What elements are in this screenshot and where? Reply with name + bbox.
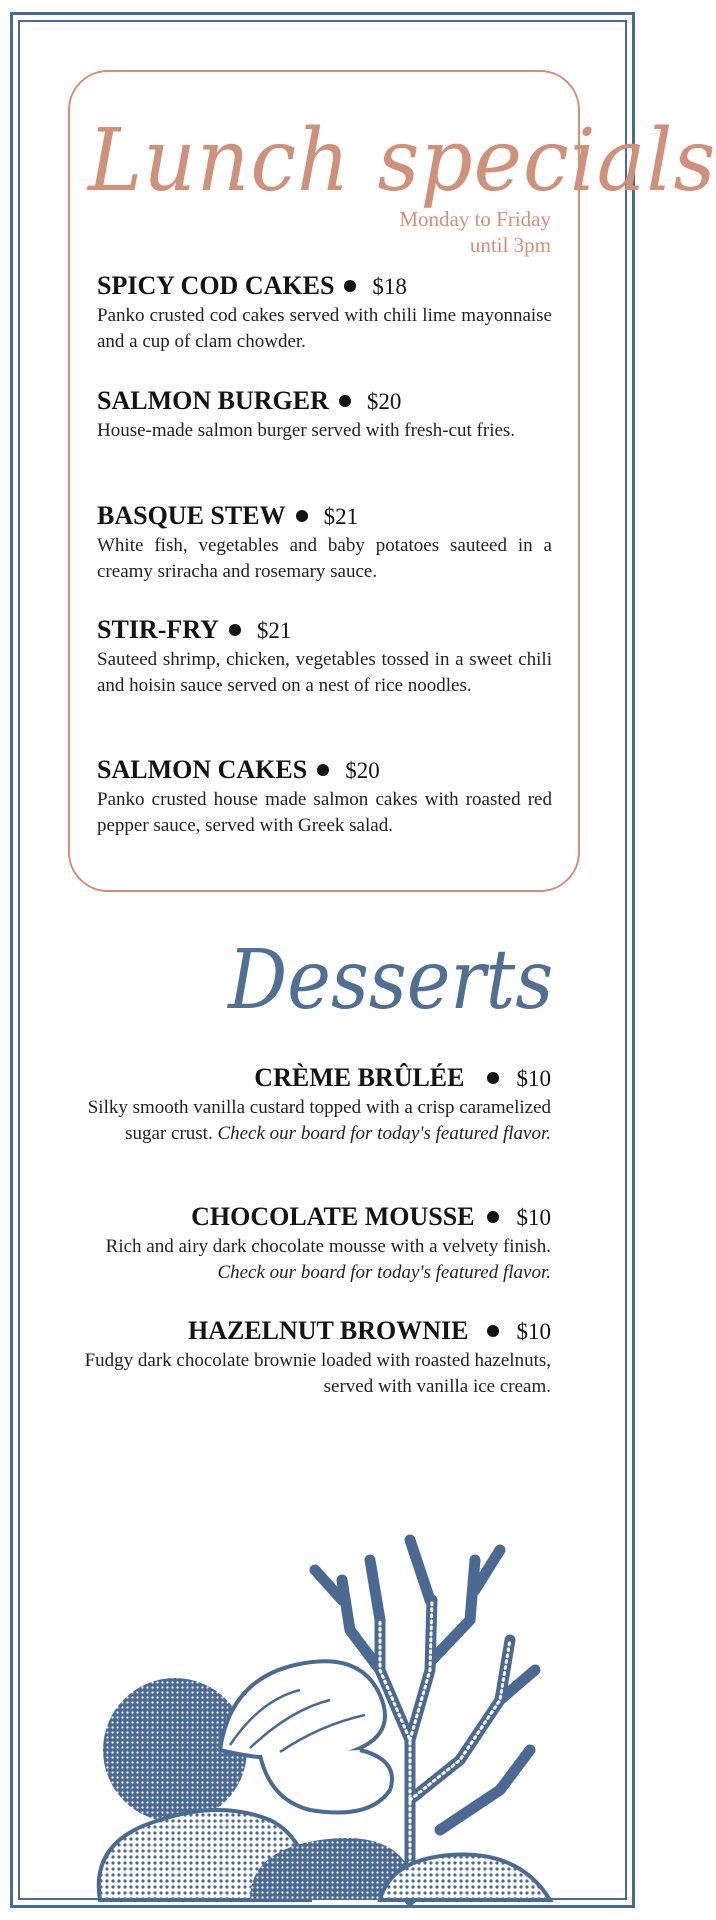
- dessert-item-price: $10: [516, 1205, 551, 1230]
- bullet-icon: [317, 764, 329, 776]
- dessert-item-heading: [81, 1201, 551, 1234]
- dessert-item-heading: [81, 1315, 551, 1348]
- dessert-item-name: CHOCOLATE MOUSSE: [191, 1202, 475, 1231]
- menu-item-name: STIR-FRY: [97, 615, 219, 644]
- lunch-subtitle-days: Monday to Friday: [399, 207, 551, 231]
- dessert-item-price: $10: [516, 1066, 551, 1091]
- menu-item: [97, 754, 552, 839]
- dessert-item: [81, 1201, 551, 1286]
- menu-item-heading: [97, 614, 552, 647]
- menu-item: [97, 270, 552, 355]
- desserts-title: Desserts: [227, 933, 553, 1028]
- menu-item-name: BASQUE STEW: [97, 501, 286, 530]
- lunch-subtitle-time: until 3pm: [469, 233, 551, 257]
- bullet-icon: [487, 1325, 499, 1337]
- menu-item-description: Sauteed shrimp, chicken, vegetables tossed in a sweet chili and hoisin sauce served on a nest of rice noodles.: [97, 649, 552, 696]
- menu-item-price: $20: [366, 389, 402, 414]
- dessert-item-description: [81, 1348, 551, 1400]
- menu-item-price: $21: [256, 618, 292, 643]
- menu-item-name: SPICY COD CAKES: [97, 271, 335, 300]
- dessert-item-note: Check our board for today's featured flavor.: [217, 1262, 551, 1283]
- bullet-icon: [487, 1211, 499, 1223]
- menu-item: [97, 614, 552, 699]
- dessert-item: [81, 1315, 551, 1400]
- menu-item-description: White fish, vegetables and baby potatoes sauteed in a creamy sriracha and rosemary sauce.: [97, 535, 552, 582]
- menu-item-description: Panko crusted cod cakes served with chili lime mayonnaise and a cup of clam chowder.: [97, 305, 552, 352]
- dessert-item-name: CRÈME BRÛLÉE: [254, 1063, 465, 1092]
- dessert-item: [81, 1062, 551, 1147]
- bullet-icon: [344, 280, 356, 292]
- menu-item-price: $21: [323, 504, 359, 529]
- dessert-item-text: Silky smooth vanilla custard topped with a crisp caramelized sugar crust.: [87, 1097, 551, 1144]
- menu-item-description: House-made salmon burger served with fresh-cut fries.: [97, 420, 516, 441]
- coral-reef-illustration: [80, 1500, 560, 1900]
- dessert-item-description: [81, 1095, 551, 1147]
- menu-item-name: SALMON CAKES: [97, 755, 308, 784]
- menu-item-description: Panko crusted house made salmon cakes with roasted red pepper sauce, served with Greek salad.: [97, 789, 552, 836]
- lunch-title: Lunch specials: [88, 111, 716, 211]
- menu-item: [97, 500, 552, 585]
- bullet-icon: [229, 624, 241, 636]
- bullet-icon: [487, 1072, 499, 1084]
- dessert-item-text: Fudgy dark chocolate brownie loaded with roasted hazelnuts, served with vanilla ice cream.: [84, 1350, 551, 1397]
- dessert-item-price: $10: [516, 1319, 551, 1344]
- menu-item: [97, 385, 552, 444]
- menu-item-price: $20: [345, 758, 380, 783]
- lunch-subtitle: [291, 206, 551, 258]
- dessert-item-note: Check our board for today's featured flavor.: [217, 1123, 551, 1144]
- dessert-item-text: Rich and airy dark chocolate mousse with a velvety finish.: [105, 1236, 551, 1257]
- dessert-item-heading: [81, 1062, 551, 1095]
- bullet-icon: [296, 510, 308, 522]
- dessert-item-description: [81, 1234, 551, 1286]
- dessert-item-name: HAZELNUT BROWNIE: [187, 1316, 469, 1345]
- menu-item-heading: [97, 500, 552, 533]
- menu-item-heading: [97, 754, 552, 787]
- bullet-icon: [339, 395, 351, 407]
- menu-item-name: SALMON BURGER: [97, 386, 329, 415]
- menu-item-price: $18: [372, 274, 407, 299]
- menu-item-heading: [97, 385, 552, 418]
- menu-item-heading: [97, 270, 552, 303]
